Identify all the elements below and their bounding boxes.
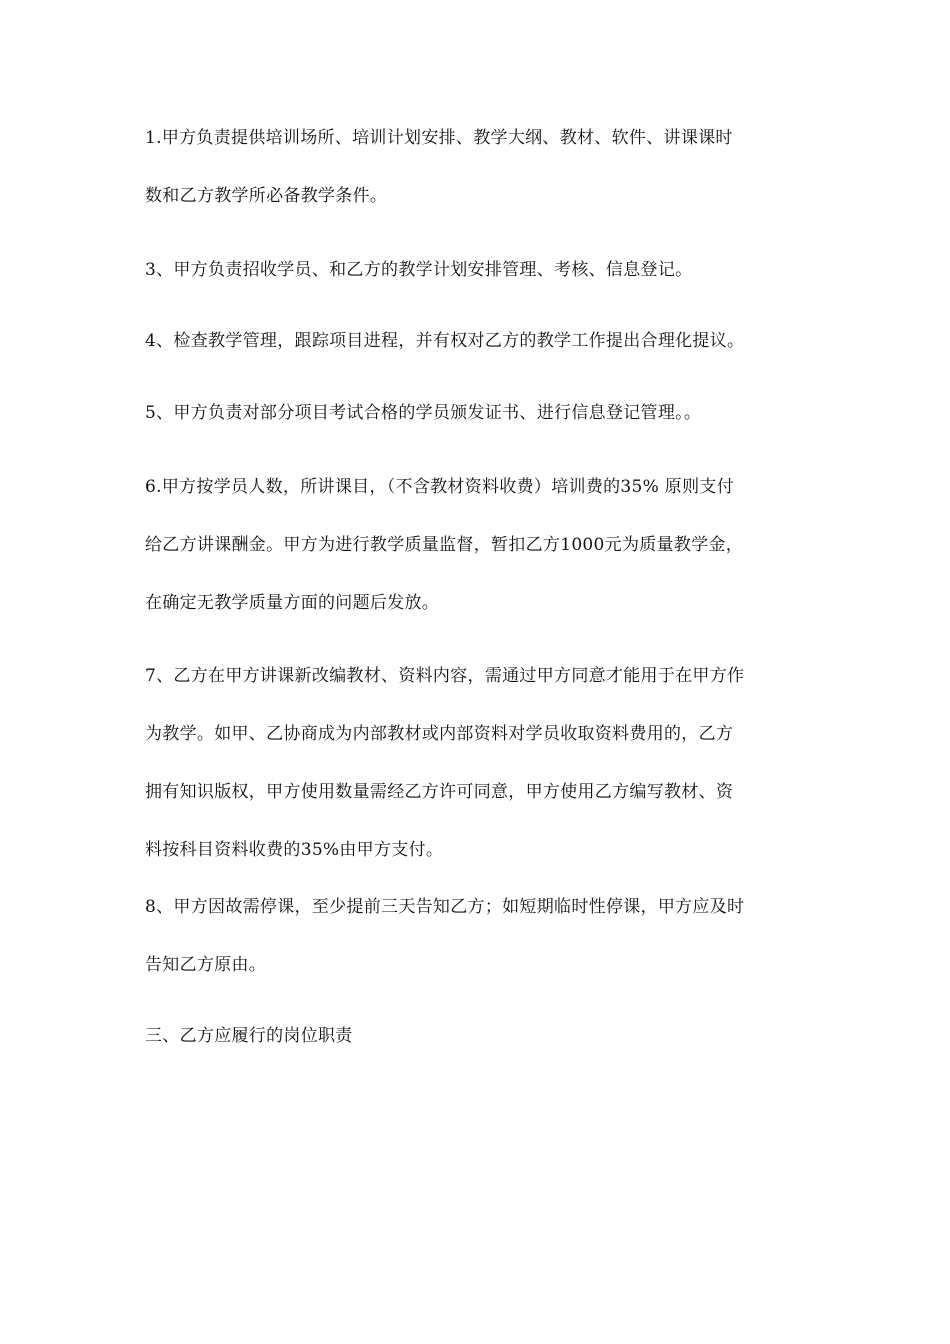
clause-1-line-1: 1.甲方负责提供培训场所、培训计划安排、教学大纲、教材、软件、讲课课时: [145, 128, 733, 148]
clause-4-line-1: 4、检查教学管理，跟踪项目进程，并有权对乙方的教学工作提出合理化提议。: [145, 331, 745, 351]
clause-6-line-1: 6.甲方按学员人数，所讲课目，（不含教材资料收费）培训费的35% 原则支付: [145, 477, 735, 497]
clause-6-line-2: 给乙方讲课酬金。甲方为进行教学质量监督，暂扣乙方1000元为质量教学金，: [145, 535, 744, 555]
clause-5-line-1: 5、甲方负责对部分项目考试合格的学员颁发证书、进行信息登记管理。。: [145, 403, 702, 423]
clause-7-line-3: 拥有知识版权，甲方使用数量需经乙方许可同意，甲方使用乙方编写教材、资: [145, 782, 734, 802]
clause-1-line-2: 数和乙方教学所必备教学条件。: [145, 186, 388, 206]
section-heading: 三、乙方应履行的岗位职责: [145, 1026, 353, 1046]
clause-8-line-1: 8、甲方因故需停课，至少提前三天告知乙方；如短期临时性停课，甲方应及时: [145, 897, 745, 917]
clause-7-line-2: 为教学。如甲、乙协商成为内部教材或内部资料对学员收取资料费用的，乙方: [145, 724, 734, 744]
clause-8-line-2: 告知乙方原由。: [145, 955, 267, 975]
clause-7-line-4: 料按科目资料收费的35%由甲方支付。: [145, 840, 444, 860]
clause-3-line-1: 3、甲方负责招收学员、和乙方的教学计划安排管理、考核、信息登记。: [145, 260, 693, 280]
clause-6-line-3: 在确定无教学质量方面的问题后发放。: [145, 593, 440, 613]
clause-7-line-1: 7、乙方在甲方讲课新改编教材、资料内容，需通过甲方同意才能用于在甲方作: [145, 666, 745, 686]
